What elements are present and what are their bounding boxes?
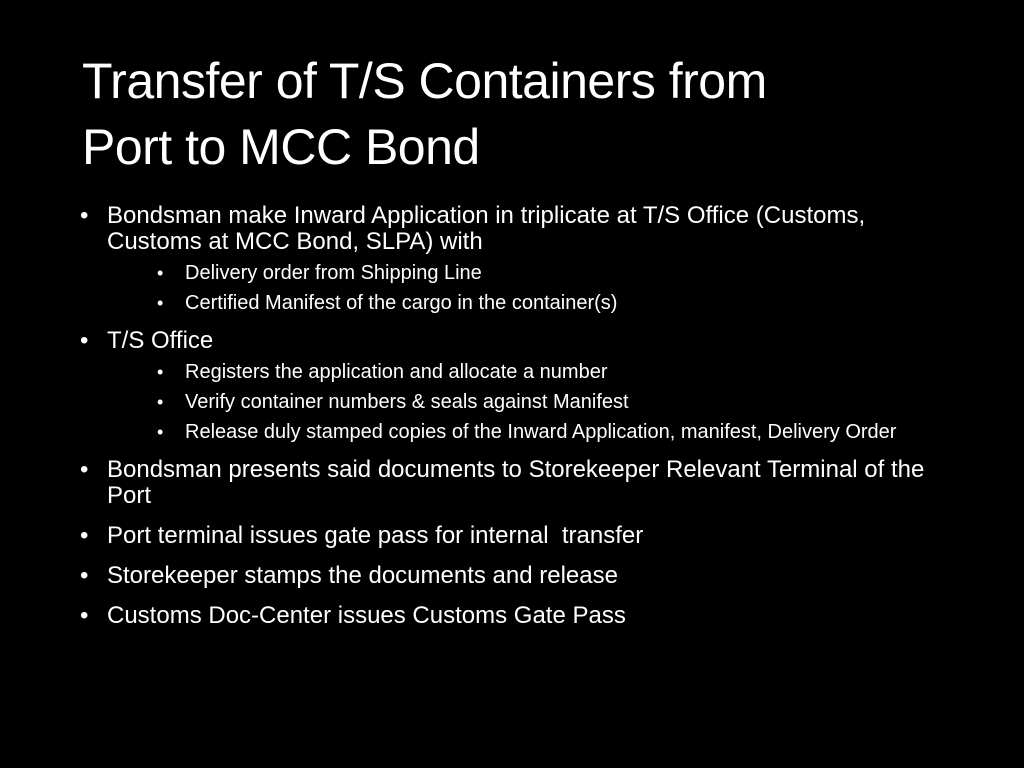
sub-bullet-text: Registers the application and allocate a number bbox=[185, 361, 608, 383]
sub-bullet-icon: • bbox=[157, 422, 164, 442]
bullet-text: T/S Office bbox=[107, 327, 214, 354]
sub-bullet-text: Delivery order from Shipping Line bbox=[185, 262, 482, 284]
bullet-icon: • bbox=[80, 202, 89, 229]
sub-bullet-item bbox=[134, 262, 960, 284]
bullet-icon: • bbox=[80, 522, 89, 549]
sub-bullet-item bbox=[134, 361, 960, 383]
bullet-icon: • bbox=[80, 456, 89, 483]
bullet-text: Customs Doc-Center issues Customs Gate Pass bbox=[107, 602, 626, 629]
sub-bullet-text: Verify container numbers & seals against Manifest bbox=[185, 391, 629, 413]
sub-bullet-text: Release duly stamped copies of the Inward Application, manifest, Delivery Order bbox=[185, 421, 897, 443]
slide-title bbox=[82, 48, 962, 180]
bullet-item bbox=[80, 603, 960, 629]
sub-bullet-icon: • bbox=[157, 263, 164, 283]
sub-bullet-item bbox=[134, 421, 960, 443]
sub-bullet-item bbox=[134, 292, 960, 314]
sub-bullet-icon: • bbox=[157, 392, 164, 412]
slide-title-line-2: Port to MCC Bond bbox=[82, 119, 480, 175]
bullet-item bbox=[80, 457, 960, 509]
sub-bullet-list bbox=[107, 262, 960, 314]
sub-bullet-icon: • bbox=[157, 362, 164, 382]
bullet-text: Bondsman make Inward Application in triplicate at T/S Office (Customs, Customs at MCC Bond, SLPA) with bbox=[107, 202, 866, 255]
bullet-icon: • bbox=[80, 327, 89, 354]
bullet-text: Port terminal issues gate pass for internal transfer bbox=[107, 522, 644, 549]
slide-title-line-1: Transfer of T/S Containers from bbox=[82, 53, 767, 109]
bullet-text: Bondsman presents said documents to Storekeeper Relevant Terminal of the Port bbox=[107, 456, 925, 509]
bullet-item bbox=[80, 328, 960, 443]
sub-bullet-icon: • bbox=[157, 293, 164, 313]
bullet-item bbox=[80, 563, 960, 589]
bullet-list bbox=[80, 203, 960, 643]
bullet-icon: • bbox=[80, 602, 89, 629]
bullet-item bbox=[80, 523, 960, 549]
sub-bullet-list bbox=[107, 361, 960, 443]
sub-bullet-item bbox=[134, 391, 960, 413]
bullet-text: Storekeeper stamps the documents and release bbox=[107, 562, 618, 589]
bullet-icon: • bbox=[80, 562, 89, 589]
sub-bullet-text: Certified Manifest of the cargo in the container(s) bbox=[185, 292, 618, 314]
bullet-item bbox=[80, 203, 960, 314]
